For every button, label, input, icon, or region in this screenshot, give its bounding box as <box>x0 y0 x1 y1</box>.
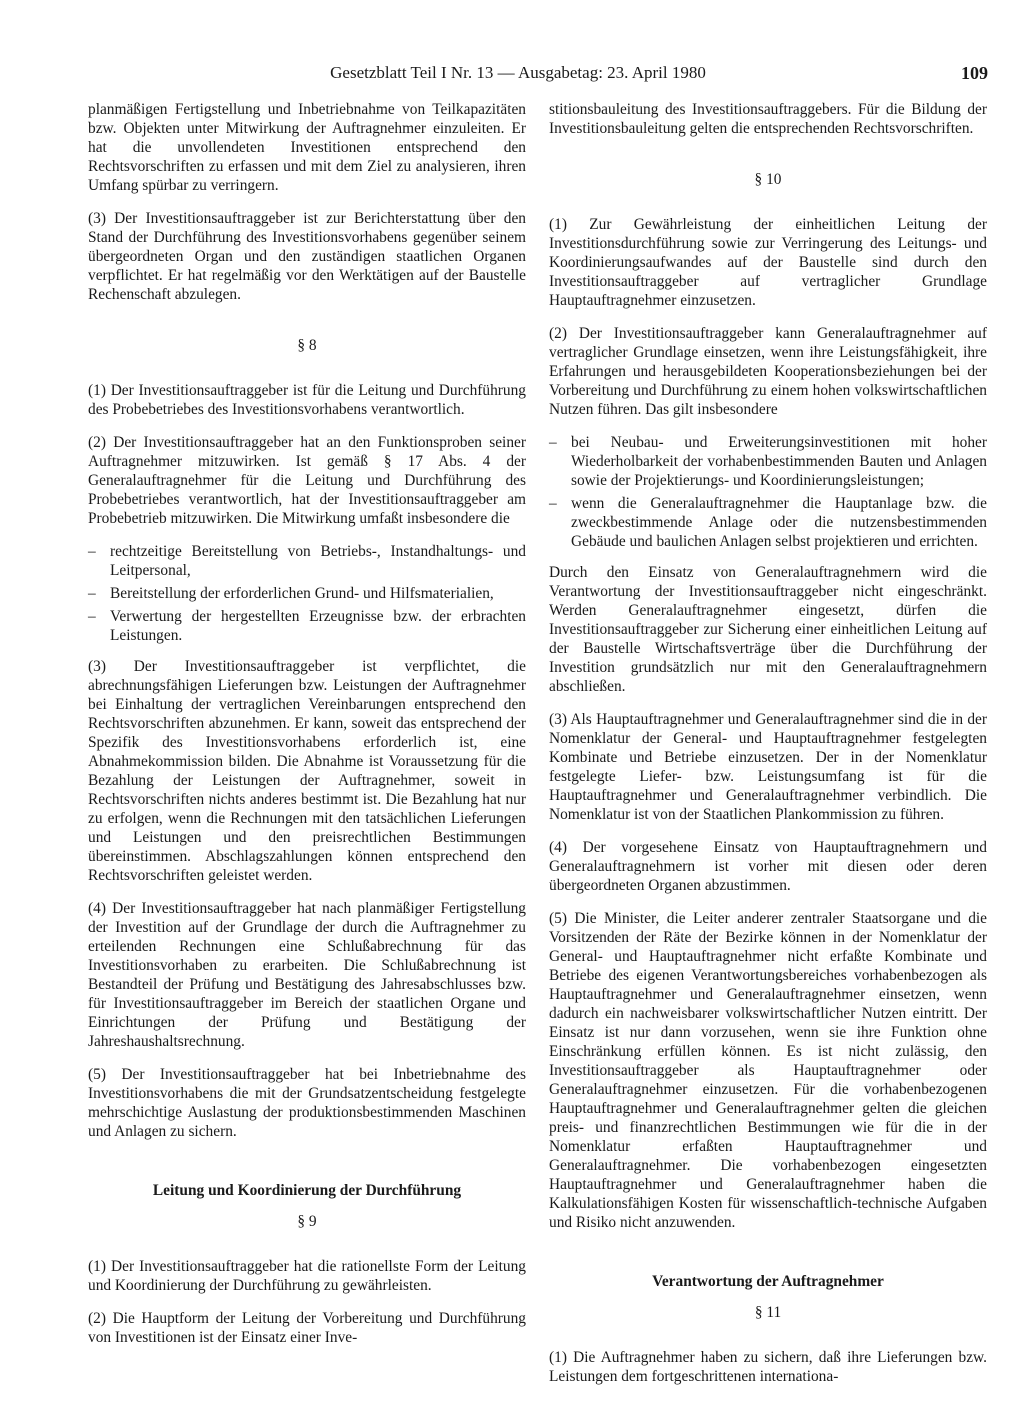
section-heading: Verantwortung der Auftragnehmer <box>652 1273 884 1290</box>
right-column <box>549 100 987 1400</box>
header-title: Gesetzblatt Teil I Nr. 13 — Ausgabetag: 23. April 1980 <box>330 63 706 82</box>
paragraph: (5) Der Investitionsauftraggeber hat bei Inbetriebnahme des Investitionsvorhabens die mit der Grundsatzentscheidung festgelegte mehrschichtige Auslastung der produktionsbestimmenden Maschinen und Anlagen zu sichern. <box>88 1066 526 1140</box>
section-number: § 10 <box>754 171 782 188</box>
left-column <box>88 100 526 1361</box>
section-number: § 11 <box>754 1304 782 1321</box>
paragraph: (1) Der Investitionsauftraggeber ist für die Leitung und Durchführung des Probebetriebes des Investitionsvorhabens verantwortlich. <box>88 382 526 418</box>
list-item: – bei Neubau- und Erweiterungsinvestitionen mit hoher Wiederholbarkeit der vorhabenbestimmenden Bauten und Anlagen sowie der Projektierungs- und Koordinierungsleistungen; <box>549 433 987 490</box>
dash-list <box>88 542 526 645</box>
paragraph: (3) Als Hauptauftragnehmer und Generalauftragnehmer sind die in der Nomenklatur der General- und Hauptauftragnehmer festgelegten Kombinate und Betriebe einzusetzen. Der in der Nomenklatur festgelegte Liefer- bzw. Leistungsumfang ist für die Hauptauftragnehmer und Generalauftragnehmer verbindlich. Die Nomenklatur ist von der Staatlichen Plankommission zu führen. <box>549 711 987 823</box>
section-heading: Leitung und Koordinierung der Durchführung <box>152 1182 462 1199</box>
paragraph: (1) Der Investitionsauftraggeber hat die rationellste Form der Leitung und Koordinierung der Durchführung zu gewährleisten. <box>88 1258 526 1294</box>
list-item: – wenn die Generalauftragnehmer die Hauptanlage bzw. die zweckbestimmende Anlage oder die nutzensbestimmenden Gebäude und baulichen Anlagen selbst projektieren und errichten. <box>549 494 987 551</box>
paragraph: (3) Der Investitionsauftraggeber ist zur Berichterstattung über den Stand der Durchführung des Investitionsvorhabens gegenüber seinem übergeordneten Organ und den zuständigen staatlichen Organen verpflichtet. Er hat regelmäßig vor den Werktätigen auf der Baustelle Rechenschaft abzulegen. <box>88 210 526 303</box>
paragraph: stitionsbauleitung des Investitionsauftraggebers. Für die Bildung der Investitionsbauleitung gelten die entsprechenden Rechtsvorschriften. <box>549 101 987 137</box>
paragraph: planmäßigen Fertigstellung und Inbetriebnahme von Teilkapazitäten bzw. Objekten unter Mitwirkung der Auftragnehmer einzuleiten. Er hat die unvollendeten Investitionen entsprechend den Rechtsvorschriften zu erfassen und mit dem Ziel zu analysieren, ihren Umfang spürbar zu verringern. <box>88 101 526 194</box>
paragraph: (5) Die Minister, die Leiter anderer zentraler Staatsorgane und die Vorsitzenden der Räte der Bezirke können in der Nomenklatur der General- und Hauptauftragnehmer nicht erfaßte Kombinate und Betriebe des eigenen Verantwortungsbereiches vorhabenbezogen als Hauptauftragnehmer und Generalauftragnehmer einsetzen, wenn dadurch ein nachweisbarer volkswirtschaftlicher Nutzen eintritt. Der Einsatz ist nur dann vorzusehen, wenn sie ihre Funktion ohne Einschränkung erfüllen können. Es ist nicht zulässig, den Investitionsauftraggeber als Hauptauftragnehmer oder Generalauftragnehmer einzusetzen. Für die vorhabenbezogenen Hauptauftragnehmer und Generalauftragnehmer gelten die gleichen preis- und finanzrechtlichen Bestimmungen wie für die in der Nomenklatur erfaßten Hauptauftragnehmer und Generalauftragnehmer. Die vorhabenbezogen eingesetzten Hauptauftragnehmer und Generalauftragnehmer haben die Kalkulationsfähigen Kosten für wissenschaftlich-technische Aufgaben und Risiko nicht anzuwenden. <box>549 910 987 1231</box>
paragraph: (1) Die Auftragnehmer haben zu sichern, daß ihre Lieferungen bzw. Leistungen dem fortgeschrittenen internationa- <box>549 1349 987 1385</box>
paragraph: (2) Die Hauptform der Leitung der Vorbereitung und Durchführung von Investitionen ist der Einsatz einer Inve- <box>88 1310 526 1346</box>
paragraph: (2) Der Investitionsauftraggeber hat an den Funktionsproben seiner Auftragnehmer mitzuwirken. Ist gemäß § 17 Abs. 4 der Generalauftragnehmer für die Leitung und Durchführung des Probebetriebes verantwortlich, hat der Investitionsauftraggeber am Probebetrieb mitzuwirken. Die Mitwirkung umfaßt insbesondere die <box>88 434 526 527</box>
paragraph: (3) Der Investitionsauftraggeber ist verpflichtet, die abrechnungsfähigen Lieferungen bzw. Leistungen der Auftragnehmer bei Einhaltung der vertraglichen Vereinbarungen entsprechend den Rechtsvorschriften abzunehmen. Er kann, soweit das entsprechend der Spezifik des Investitionsvorhabens erforderlich ist, eine Abnahmekommission bilden. Die Abnahme ist Voraussetzung für die Bezahlung der Leistungen der Auftragnehmer, soweit in Rechtsvorschriften nichts anderes bestimmt ist. Die Bezahlung hat nur zu erfolgen, wenn die Rechnungen mit den tatsächlichen Lieferungen und Leistungen und den preisrechtlichen Bestimmungen übereinstimmen. Abschlagszahlungen können entsprechend den Rechtsvorschriften geleistet werden. <box>88 658 526 884</box>
page-header <box>88 60 988 86</box>
list-item: – Bereitstellung der erforderlichen Grund- und Hilfsmaterialien, <box>88 584 526 603</box>
page-number: 109 <box>961 63 988 83</box>
dash-list <box>549 433 987 551</box>
list-item: – rechtzeitige Bereitstellung von Betriebs-, Instandhaltungs- und Leitpersonal, <box>88 542 526 580</box>
paragraph: (2) Der Investitionsauftraggeber kann Generalauftragnehmer auf vertraglicher Grundlage einsetzen, wenn ihre Leistungsfähigkeit, ihre Erfahrungen und herausgebildeten Kooperationsbeziehungen bei der Vorbereitung und Durchführung zu einem hohen volkswirtschaftlichen Nutzen führen. Das gilt insbesondere <box>549 325 987 418</box>
paragraph: (4) Der Investitionsauftraggeber hat nach planmäßiger Fertigstellung der Investition auf der Grundlage der durch die Auftragnehmer zu erteilenden Rechnungen eine Schlußabrechnung für das Investitionsvorhaben zu erarbeiten. Die Schlußabrechnung ist Bestandteil der Prüfung und Bestätigung des Jahresabschlusses bzw. für Investitionsauftraggeber im Bereich der staatlichen Organe und Einrichtungen der Prüfung und Bestätigung der Jahreshaushaltsrechnung. <box>88 900 526 1050</box>
paragraph: (1) Zur Gewährleistung der einheitlichen Leitung der Investitionsdurchführung sowie zur Verringerung des Leitungs- und Koordinierungsaufwandes auf der Baustelle sind durch den Investitionsauftraggeber auf vertraglicher Grundlage Hauptauftragnehmer einzusetzen. <box>549 216 987 309</box>
paragraph: Durch den Einsatz von Generalauftragnehmern wird die Verantwortung der Investitionsauftraggeber nicht eingeschränkt. Werden Generalauftragnehmer eingesetzt, dürfen die Investitionsauftraggeber zur Sicherung einer einheitlichen Leitung auf der Baustelle Wirtschaftsverträge über die Durchführung der Investition grundsätzlich nur mit den Generalauftragnehmern abschließen. <box>549 564 987 695</box>
section-number: § 8 <box>297 337 317 354</box>
section-number: § 9 <box>297 1213 317 1230</box>
list-item: – Verwertung der hergestellten Erzeugnisse bzw. der erbrachten Leistungen. <box>88 607 526 645</box>
paragraph: (4) Der vorgesehene Einsatz von Hauptauftragnehmern und Generalauftragnehmern ist vorher mit diesen oder deren übergeordneten Organen abzustimmen. <box>549 839 987 894</box>
